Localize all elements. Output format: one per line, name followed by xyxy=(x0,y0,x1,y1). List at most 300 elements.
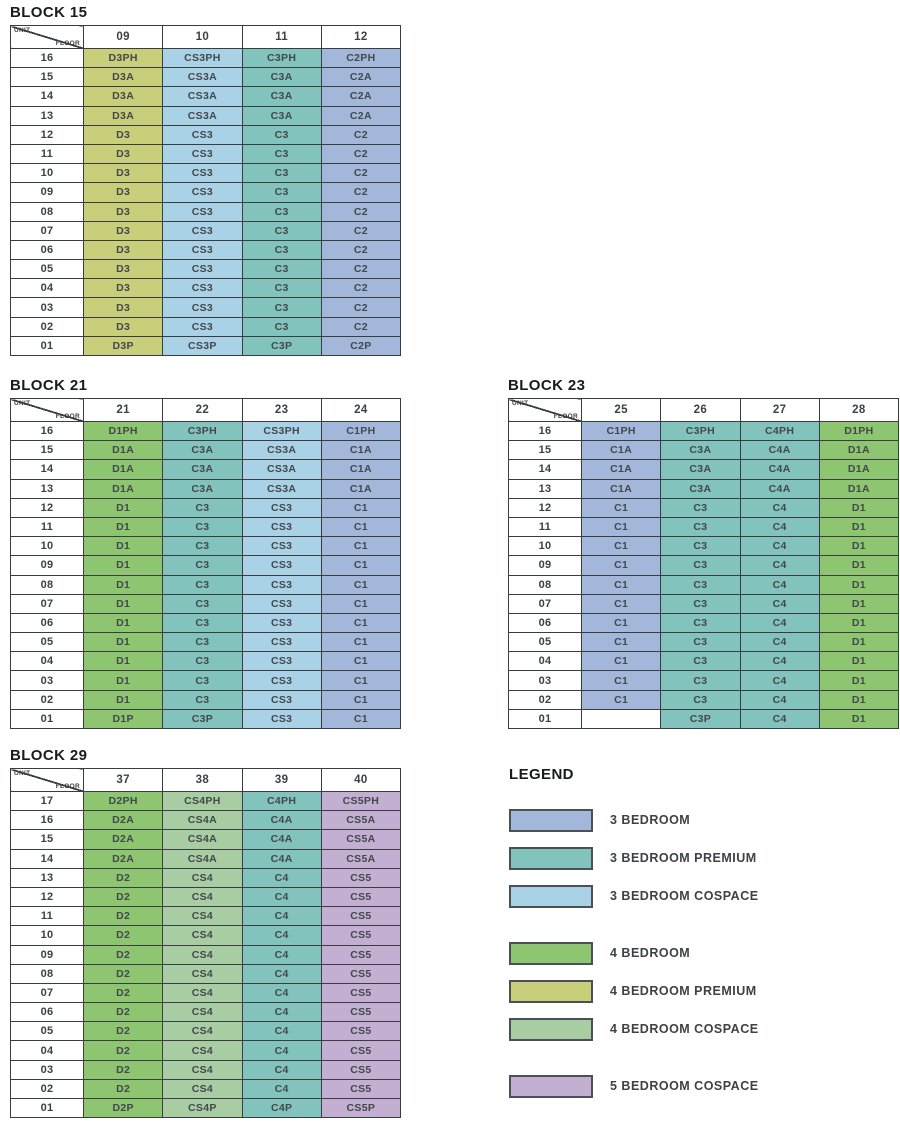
floor-number: 13 xyxy=(509,479,582,498)
unit-type-cell: C4 xyxy=(242,964,321,983)
unit-column-header: 27 xyxy=(740,399,819,422)
legend-swatch xyxy=(509,885,593,908)
floor-number: 11 xyxy=(11,144,84,163)
unit-type-cell: C3 xyxy=(242,298,321,317)
unit-type-cell: C4PH xyxy=(740,422,819,441)
floor-row xyxy=(11,849,401,868)
unit-type-cell: C1 xyxy=(582,575,661,594)
legend-label: 3 BEDROOM PREMIUM xyxy=(610,851,757,865)
unit-type-cell: C2 xyxy=(321,317,400,336)
floor-number: 04 xyxy=(11,652,84,671)
unit-type-cell: C4PH xyxy=(242,792,321,811)
floor-number: 03 xyxy=(11,298,84,317)
unit-type-cell: C4 xyxy=(740,537,819,556)
unit-type-cell: CS4PH xyxy=(163,792,242,811)
floor-row xyxy=(11,633,401,652)
legend-title: LEGEND xyxy=(509,766,574,783)
floor-number: 16 xyxy=(11,49,84,68)
unit-type-cell: D1 xyxy=(84,575,163,594)
unit-type-cell: C2A xyxy=(321,68,400,87)
legend-items xyxy=(509,810,889,1096)
unit-type-cell: C4 xyxy=(242,887,321,906)
floor-row xyxy=(11,1060,401,1079)
unit-type-cell: C4 xyxy=(242,1003,321,1022)
floor-row xyxy=(11,830,401,849)
floor-number: 05 xyxy=(11,1022,84,1041)
unit-type-cell: C3 xyxy=(661,556,740,575)
unit-type-cell: CS3 xyxy=(163,221,242,240)
unit-type-cell: C1 xyxy=(321,652,400,671)
floor-number: 06 xyxy=(11,613,84,632)
floor-row xyxy=(11,556,401,575)
floor-number: 04 xyxy=(11,279,84,298)
unit-type-cell: CS4 xyxy=(163,926,242,945)
floor-number: 09 xyxy=(11,183,84,202)
floor-number: 14 xyxy=(509,460,582,479)
unit-type-cell: C3 xyxy=(242,221,321,240)
unit-type-cell: D2 xyxy=(84,1003,163,1022)
unit-type-cell: C3 xyxy=(242,144,321,163)
floor-number: 13 xyxy=(11,106,84,125)
unit-type-cell: D2A xyxy=(84,811,163,830)
corner-floor-label: FLOOR xyxy=(55,40,80,47)
floor-number: 13 xyxy=(11,868,84,887)
unit-type-cell: D1 xyxy=(819,652,898,671)
unit-column-header: 38 xyxy=(163,769,242,792)
unit-type-cell: CS3 xyxy=(163,183,242,202)
unit-type-cell: C3A xyxy=(661,460,740,479)
unit-type-cell: C3A xyxy=(242,87,321,106)
legend-swatch xyxy=(509,980,593,1003)
floor-number: 16 xyxy=(509,422,582,441)
floor-row xyxy=(509,556,899,575)
floor-number: 09 xyxy=(509,556,582,575)
floor-row xyxy=(509,575,899,594)
unit-type-cell: D2 xyxy=(84,1022,163,1041)
unit-type-cell: D2 xyxy=(84,887,163,906)
floor-row xyxy=(509,517,899,536)
unit-type-cell: D1A xyxy=(84,441,163,460)
unit-type-cell: D3A xyxy=(84,106,163,125)
floor-number: 13 xyxy=(11,479,84,498)
unit-type-cell: C2 xyxy=(321,240,400,259)
unit-type-cell: C3 xyxy=(163,594,242,613)
floor-row xyxy=(509,441,899,460)
unit-type-cell: C4 xyxy=(242,1060,321,1079)
unit-type-cell: C2PH xyxy=(321,49,400,68)
corner-cell xyxy=(11,26,84,49)
unit-type-cell: C4A xyxy=(740,479,819,498)
unit-type-cell: CS5 xyxy=(321,983,400,1002)
unit-type-cell: CS3A xyxy=(163,106,242,125)
floor-row xyxy=(11,240,401,259)
unit-type-cell: C1 xyxy=(582,633,661,652)
unit-type-cell: CS4P xyxy=(163,1099,242,1118)
floor-row xyxy=(11,125,401,144)
floor-number: 01 xyxy=(11,1099,84,1118)
unit-type-cell: C3A xyxy=(242,106,321,125)
floor-number: 10 xyxy=(11,926,84,945)
unit-type-cell: D1A xyxy=(84,460,163,479)
legend-item xyxy=(509,886,889,906)
unit-column-header: 11 xyxy=(242,26,321,49)
unit-type-cell: C4A xyxy=(740,460,819,479)
floor-number: 05 xyxy=(509,633,582,652)
unit-type-cell: D2 xyxy=(84,945,163,964)
floor-number: 09 xyxy=(11,945,84,964)
unit-type-cell: C4 xyxy=(740,709,819,728)
unit-type-cell: D1 xyxy=(819,633,898,652)
unit-type-cell: D1 xyxy=(84,671,163,690)
unit-type-cell: CS5 xyxy=(321,964,400,983)
unit-column-header: 22 xyxy=(163,399,242,422)
corner-unit-label: UNIT xyxy=(14,770,31,777)
unit-type-cell: D2P xyxy=(84,1099,163,1118)
unit-type-cell: CS3 xyxy=(163,240,242,259)
floor-number: 04 xyxy=(11,1041,84,1060)
floor-row xyxy=(11,144,401,163)
unit-type-cell: CS4 xyxy=(163,964,242,983)
block-table xyxy=(508,398,899,729)
floor-number: 11 xyxy=(11,907,84,926)
unit-type-cell: D1 xyxy=(819,594,898,613)
unit-type-cell: D1 xyxy=(84,498,163,517)
unit-type-cell: C2 xyxy=(321,164,400,183)
block-15-section xyxy=(10,4,401,356)
unit-type-cell: C1 xyxy=(321,517,400,536)
unit-type-cell: CS5 xyxy=(321,945,400,964)
unit-type-cell: C2A xyxy=(321,106,400,125)
unit-type-cell: CS3 xyxy=(242,517,321,536)
unit-type-cell: C3 xyxy=(242,183,321,202)
floor-row xyxy=(11,907,401,926)
floor-row xyxy=(11,709,401,728)
floor-row xyxy=(11,652,401,671)
unit-type-cell: CS5PH xyxy=(321,792,400,811)
block-title: BLOCK 21 xyxy=(10,377,88,394)
floor-row xyxy=(11,868,401,887)
floor-row xyxy=(11,279,401,298)
legend-section xyxy=(509,766,889,1096)
unit-type-cell: C4 xyxy=(242,1079,321,1098)
unit-type-cell: CS3 xyxy=(242,575,321,594)
unit-type-cell: D1PH xyxy=(819,422,898,441)
floor-number: 09 xyxy=(11,556,84,575)
unit-type-cell: D1 xyxy=(819,498,898,517)
floor-number: 14 xyxy=(11,849,84,868)
unit-type-cell: CS4 xyxy=(163,1003,242,1022)
legend-label: 4 BEDROOM PREMIUM xyxy=(610,984,757,998)
unit-type-cell: D1 xyxy=(819,537,898,556)
unit-type-cell: C2 xyxy=(321,183,400,202)
unit-type-cell: C3 xyxy=(661,575,740,594)
floor-number: 10 xyxy=(11,164,84,183)
unit-type-cell: CS3 xyxy=(242,652,321,671)
unit-column-header: 39 xyxy=(242,769,321,792)
unit-type-cell: C3A xyxy=(242,68,321,87)
floor-row xyxy=(11,613,401,632)
unit-type-cell: C3 xyxy=(163,517,242,536)
floor-row xyxy=(11,690,401,709)
unit-type-cell: D1 xyxy=(819,613,898,632)
unit-type-cell: D1 xyxy=(819,517,898,536)
floor-number: 03 xyxy=(11,1060,84,1079)
unit-type-cell: C4A xyxy=(740,441,819,460)
unit-type-cell: C2 xyxy=(321,279,400,298)
floor-row xyxy=(11,1003,401,1022)
floor-row xyxy=(509,652,899,671)
legend-swatch xyxy=(509,942,593,965)
unit-type-cell: C4 xyxy=(242,926,321,945)
unit-type-cell: CS5 xyxy=(321,868,400,887)
corner-unit-label: UNIT xyxy=(512,400,529,407)
legend-label: 3 BEDROOM COSPACE xyxy=(610,889,759,903)
floor-number: 08 xyxy=(11,575,84,594)
floor-number: 04 xyxy=(509,652,582,671)
floor-number: 06 xyxy=(509,613,582,632)
unit-type-cell: CS5P xyxy=(321,1099,400,1118)
legend-item xyxy=(509,848,889,868)
floor-row xyxy=(11,202,401,221)
block-title: BLOCK 15 xyxy=(10,4,88,21)
floor-number: 15 xyxy=(11,441,84,460)
unit-type-cell: C4 xyxy=(740,633,819,652)
unit-type-cell: C3A xyxy=(163,441,242,460)
unit-type-cell: C2 xyxy=(321,125,400,144)
unit-type-cell: C1 xyxy=(582,652,661,671)
unit-type-cell: C3P xyxy=(242,336,321,355)
unit-type-cell: CS4 xyxy=(163,868,242,887)
unit-type-cell: C3PH xyxy=(242,49,321,68)
unit-type-cell: C1 xyxy=(321,671,400,690)
legend-item xyxy=(509,1076,889,1096)
unit-type-cell: C1 xyxy=(321,537,400,556)
unit-type-cell: C1 xyxy=(321,556,400,575)
unit-type-cell: CS4 xyxy=(163,907,242,926)
legend-label: 4 BEDROOM COSPACE xyxy=(610,1022,759,1036)
unit-column-header: 26 xyxy=(661,399,740,422)
unit-type-cell: C1A xyxy=(582,460,661,479)
floor-row xyxy=(509,498,899,517)
unit-column-header: 25 xyxy=(582,399,661,422)
unit-type-cell: D1A xyxy=(819,479,898,498)
unit-type-cell: C3 xyxy=(661,671,740,690)
unit-type-cell: D1 xyxy=(84,633,163,652)
unit-type-cell: D1 xyxy=(819,671,898,690)
unit-type-cell: C2 xyxy=(321,221,400,240)
unit-type-cell: CS3 xyxy=(242,556,321,575)
floor-number: 10 xyxy=(11,537,84,556)
unit-type-cell: C3 xyxy=(242,164,321,183)
corner-floor-label: FLOOR xyxy=(553,413,578,420)
corner-floor-label: FLOOR xyxy=(55,783,80,790)
unit-column-header: 24 xyxy=(321,399,400,422)
unit-type-cell: D3 xyxy=(84,164,163,183)
unit-type-cell: C1PH xyxy=(321,422,400,441)
block-table xyxy=(10,768,401,1118)
legend-item xyxy=(509,1019,889,1039)
floor-number: 03 xyxy=(11,671,84,690)
unit-type-cell: C1 xyxy=(582,594,661,613)
unit-type-cell: C4 xyxy=(740,690,819,709)
floor-row xyxy=(509,422,899,441)
unit-column-header: 28 xyxy=(819,399,898,422)
unit-type-cell: CS4A xyxy=(163,849,242,868)
unit-type-cell: CS3 xyxy=(242,498,321,517)
unit-type-cell: CS3 xyxy=(163,260,242,279)
unit-column-header: 10 xyxy=(163,26,242,49)
unit-type-cell: C2A xyxy=(321,87,400,106)
unit-type-cell: C4P xyxy=(242,1099,321,1118)
floor-number: 12 xyxy=(11,125,84,144)
unit-type-cell: D1 xyxy=(84,594,163,613)
legend-label: 5 BEDROOM COSPACE xyxy=(610,1079,759,1093)
unit-type-cell: C4 xyxy=(242,907,321,926)
floor-row xyxy=(11,983,401,1002)
unit-type-cell: D1 xyxy=(84,517,163,536)
floor-row xyxy=(11,1079,401,1098)
legend-label: 3 BEDROOM xyxy=(610,813,691,827)
floor-number: 15 xyxy=(509,441,582,460)
unit-type-cell: C4A xyxy=(242,849,321,868)
legend-item xyxy=(509,981,889,1001)
floor-number: 15 xyxy=(11,830,84,849)
unit-type-cell: C4 xyxy=(740,652,819,671)
unit-type-cell: CS3 xyxy=(242,633,321,652)
unit-type-cell: C4 xyxy=(740,594,819,613)
unit-type-cell: C3 xyxy=(242,279,321,298)
floor-number: 06 xyxy=(11,240,84,259)
unit-type-cell: C3 xyxy=(242,240,321,259)
unit-type-cell: C1 xyxy=(321,690,400,709)
empty-cell xyxy=(582,709,661,728)
unit-type-cell: D3 xyxy=(84,144,163,163)
unit-type-cell: C4 xyxy=(242,983,321,1002)
floor-number: 14 xyxy=(11,460,84,479)
floor-row xyxy=(11,317,401,336)
unit-type-cell: CS3 xyxy=(163,164,242,183)
floor-row xyxy=(11,87,401,106)
unit-type-cell: C3P xyxy=(163,709,242,728)
unit-type-cell: CS3 xyxy=(242,594,321,613)
unit-type-cell: C1A xyxy=(321,460,400,479)
floor-row xyxy=(11,49,401,68)
unit-type-cell: D1 xyxy=(819,690,898,709)
unit-type-cell: C1PH xyxy=(582,422,661,441)
unit-type-cell: D1 xyxy=(84,652,163,671)
unit-type-cell: D2 xyxy=(84,1079,163,1098)
unit-type-cell: CS5 xyxy=(321,907,400,926)
legend-label: 4 BEDROOM xyxy=(610,946,691,960)
unit-type-cell: CS4 xyxy=(163,945,242,964)
floor-number: 08 xyxy=(509,575,582,594)
unit-type-cell: C3 xyxy=(163,556,242,575)
floor-number: 05 xyxy=(11,633,84,652)
floor-number: 15 xyxy=(11,68,84,87)
unit-type-cell: C2P xyxy=(321,336,400,355)
unit-type-cell: CS5 xyxy=(321,926,400,945)
unit-type-cell: CS3 xyxy=(163,317,242,336)
unit-type-cell: C2 xyxy=(321,202,400,221)
corner-cell xyxy=(11,399,84,422)
floor-number: 07 xyxy=(11,221,84,240)
unit-type-cell: D1A xyxy=(819,460,898,479)
floor-number: 02 xyxy=(11,1079,84,1098)
floor-number: 12 xyxy=(11,887,84,906)
floor-row xyxy=(509,633,899,652)
legend-swatch xyxy=(509,847,593,870)
floor-number: 06 xyxy=(11,1003,84,1022)
unit-type-cell: C3 xyxy=(163,575,242,594)
unit-type-cell: D1 xyxy=(819,709,898,728)
unit-type-cell: D1A xyxy=(84,479,163,498)
unit-column-header: 09 xyxy=(84,26,163,49)
unit-type-cell: CS3 xyxy=(242,537,321,556)
unit-type-cell: C3 xyxy=(163,537,242,556)
unit-type-cell: D2 xyxy=(84,1041,163,1060)
unit-type-cell: CS4 xyxy=(163,1022,242,1041)
unit-column-header: 40 xyxy=(321,769,400,792)
unit-type-cell: C3 xyxy=(242,125,321,144)
unit-type-cell: C3A xyxy=(163,479,242,498)
unit-type-cell: C4 xyxy=(740,498,819,517)
unit-column-header: 37 xyxy=(84,769,163,792)
unit-type-cell: D1 xyxy=(84,613,163,632)
unit-type-cell: C1 xyxy=(582,537,661,556)
unit-type-cell: CS4 xyxy=(163,1041,242,1060)
unit-type-cell: C1 xyxy=(582,498,661,517)
unit-type-cell: D2 xyxy=(84,926,163,945)
floor-row xyxy=(11,671,401,690)
corner-unit-label: UNIT xyxy=(14,400,31,407)
unit-type-cell: C3 xyxy=(661,498,740,517)
unit-type-cell: C3 xyxy=(661,594,740,613)
unit-type-cell: D2 xyxy=(84,868,163,887)
unit-column-header: 21 xyxy=(84,399,163,422)
floor-row xyxy=(509,479,899,498)
floor-row xyxy=(11,460,401,479)
floor-number: 02 xyxy=(11,317,84,336)
unit-type-cell: C3 xyxy=(163,690,242,709)
unit-type-cell: D2 xyxy=(84,1060,163,1079)
unit-type-cell: D3A xyxy=(84,68,163,87)
floor-row xyxy=(11,945,401,964)
corner-floor-label: FLOOR xyxy=(55,413,80,420)
unit-type-cell: CS4A xyxy=(163,811,242,830)
legend-item xyxy=(509,943,889,963)
corner-cell xyxy=(11,769,84,792)
unit-type-cell: C4A xyxy=(242,811,321,830)
unit-type-cell: CS3 xyxy=(163,202,242,221)
unit-type-cell: CS4 xyxy=(163,983,242,1002)
unit-type-cell: C3A xyxy=(661,441,740,460)
floor-row xyxy=(11,164,401,183)
unit-type-cell: C1 xyxy=(321,594,400,613)
unit-type-cell: CS4 xyxy=(163,887,242,906)
unit-type-cell: CS5A xyxy=(321,811,400,830)
floor-number: 12 xyxy=(11,498,84,517)
unit-type-cell: CS3 xyxy=(163,125,242,144)
unit-type-cell: D3 xyxy=(84,183,163,202)
unit-type-cell: C3 xyxy=(163,613,242,632)
unit-type-cell: C3 xyxy=(163,671,242,690)
unit-type-cell: C4 xyxy=(740,517,819,536)
floor-row xyxy=(11,479,401,498)
unit-type-cell: D3 xyxy=(84,125,163,144)
unit-type-cell: CS3 xyxy=(242,709,321,728)
floor-row xyxy=(11,792,401,811)
unit-type-cell: C1 xyxy=(582,613,661,632)
